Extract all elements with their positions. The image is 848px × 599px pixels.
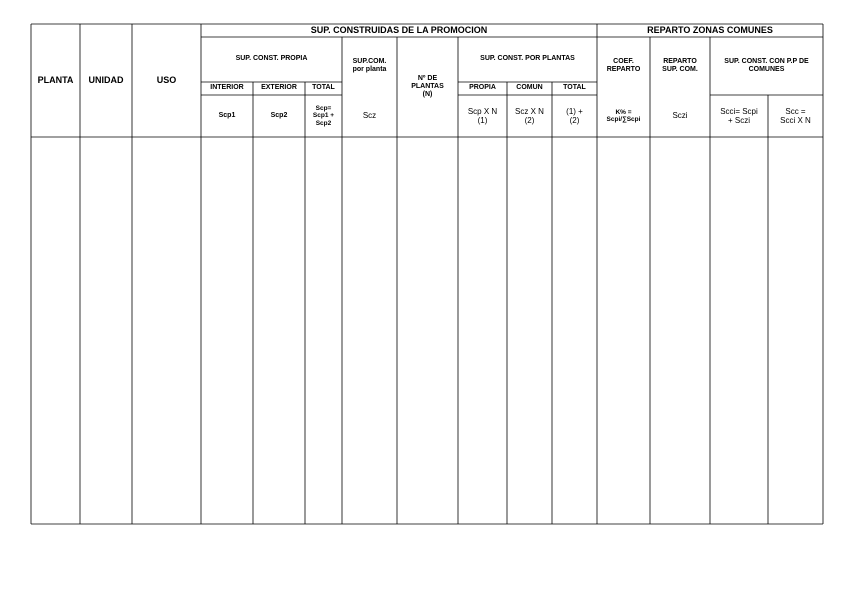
header-scci-formula: Scci= Scpi + Sczi — [720, 106, 758, 125]
header-sup-com-planta: SUP.COM. por planta — [352, 57, 387, 73]
header-sczi: Sczi — [672, 111, 688, 121]
header-unidad: UNIDAD — [88, 75, 124, 86]
header-sup-const-por-plantas: SUP. CONST. POR PLANTAS — [480, 55, 575, 63]
header-sum-1-2: (1) + (2) — [566, 106, 583, 125]
header-exterior: EXTERIOR — [261, 84, 297, 92]
header-sup-const-pp-comunes: SUP. CONST. CON P.P DE COMUNES — [724, 57, 809, 73]
header-scp1: Scp1 — [218, 111, 236, 119]
header-sup-construidas-promocion: SUP. CONSTRUIDAS DE LA PROMOCION — [310, 25, 488, 36]
header-propia: PROPIA — [469, 84, 496, 92]
header-scp-x-n: Scp X N (1) — [467, 106, 498, 125]
header-comun: COMUN — [516, 84, 543, 92]
header-uso: USO — [156, 75, 177, 86]
header-sup-const-propia: SUP. CONST. PROPIA — [235, 55, 308, 63]
header-scp-formula: Scp= Scp1 + Scp2 — [312, 104, 335, 127]
header-scc-formula: Scc = Scci X N — [780, 106, 811, 125]
header-interior: INTERIOR — [210, 84, 244, 92]
header-scz: Scz — [362, 111, 377, 121]
header-reparto-zonas-comunes: REPARTO ZONAS COMUNES — [647, 25, 773, 36]
header-total-plantas: TOTAL — [563, 84, 586, 92]
header-total: TOTAL — [312, 84, 335, 92]
header-coef-reparto: COEF. REPARTO — [606, 57, 641, 73]
header-planta: PLANTA — [37, 75, 74, 86]
header-k-formula: K% = Scpi/∑Scpi — [606, 108, 641, 123]
header-scz-x-n: Scz X N (2) — [515, 106, 544, 125]
header-scp2: Scp2 — [270, 111, 288, 119]
header-num-plantas: Nº DE PLANTAS (N) — [411, 74, 444, 99]
header-reparto-sup-com: REPARTO SUP. COM. — [662, 57, 698, 73]
